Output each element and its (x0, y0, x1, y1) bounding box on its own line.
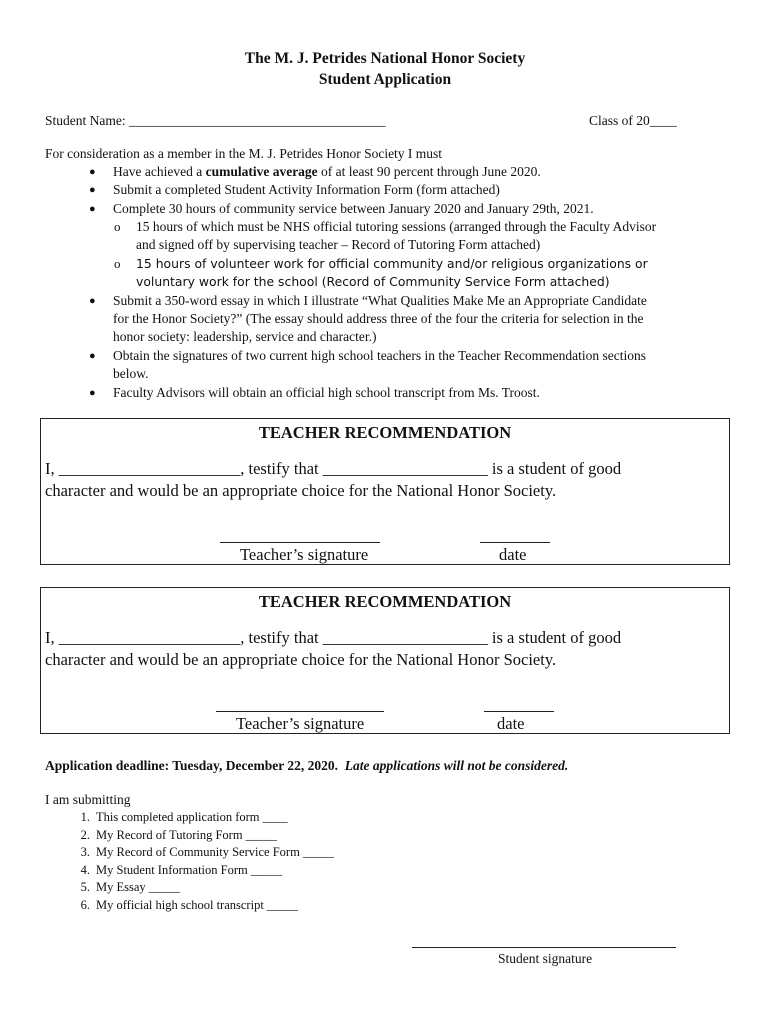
bullet-icon: ● (89, 203, 96, 215)
bullet-icon: ● (89, 350, 96, 362)
requirement-essay-l2: for the Honor Society?” (The essay should address three of the four the criteria for selection in the (113, 311, 644, 326)
character-line: character and would be an appropriate choice for the National Honor Society. (45, 481, 557, 500)
submitting-list (68, 809, 334, 915)
sub-requirement-volunteer-l1: 15 hours of volunteer work for official community and/or religious organizations or (136, 256, 648, 271)
date-line[interactable] (480, 542, 550, 543)
character-line: character and would be an appropriate choice for the National Honor Society. (45, 650, 557, 669)
teacher-recommendation-box-2 (40, 587, 730, 734)
requirement-transcript: Faculty Advisors will obtain an official high school transcript from Ms. Troost. (113, 385, 540, 400)
list-item[interactable]: 1. This completed application form ____ (80, 810, 288, 824)
application-deadline: Application deadline: Tuesday, December 22, 2020. Late applications will not be considered. (45, 758, 569, 773)
requirement-essay-l1: Submit a 350-word essay in which I illustrate “What Qualities Make Me an Appropriate Candidate (113, 293, 647, 308)
testify-line[interactable]: I, ______________________, testify that ____________________ is a student of good (45, 459, 622, 478)
bullet-icon: ● (89, 184, 96, 196)
date-label: date (499, 545, 527, 564)
requirement-essay-l3: honor society: leadership, service and character.) (113, 329, 377, 344)
list-item[interactable]: 6. My official high school transcript _____ (80, 897, 299, 912)
requirement-signatures-l1: Obtain the signatures of two current high school teachers in the Teacher Recommendation sections (113, 348, 647, 363)
list-item[interactable]: 3. My Record of Community Service Form _____ (80, 845, 335, 860)
teacher-signature-label: Teacher’s signature (236, 714, 365, 733)
submitting-intro: I am submitting (45, 792, 131, 807)
teacher-signature-line[interactable] (216, 711, 384, 712)
bullet-icon: ● (89, 295, 96, 307)
teacher-recommendation-box-1 (40, 418, 730, 565)
list-item[interactable]: 4. My Student Information Form _____ (80, 862, 283, 877)
student-name-field[interactable]: Student Name: ______________________________________ (45, 113, 386, 128)
teacher-signature-label: Teacher’s signature (240, 545, 369, 564)
testify-line[interactable]: I, ______________________, testify that ____________________ is a student of good (45, 628, 622, 647)
date-line[interactable] (484, 711, 554, 712)
teacher-signature-line[interactable] (220, 542, 380, 543)
page-subtitle: Student Application (318, 71, 452, 88)
page-title: The M. J. Petrides National Honor Society (244, 50, 526, 67)
requirement-signatures-l2: below. (113, 366, 149, 381)
class-of-field[interactable]: Class of 20____ (589, 113, 677, 128)
sub-requirement-volunteer-l2: voluntary work for the school (Record of Community Service Form attached) (136, 274, 610, 289)
date-label: date (497, 714, 525, 733)
student-signature-label: Student signature (498, 951, 593, 966)
sub-requirement-tutoring-l2: and signed off by supervising teacher – Record of Tutoring Form attached) (136, 237, 541, 252)
bullet-icon: ● (89, 166, 96, 178)
requirement-community-service: Complete 30 hours of community service between January 2020 and January 29th, 2021. (113, 201, 594, 216)
list-item[interactable]: 5. My Essay _____ (80, 880, 181, 895)
circle-bullet-icon: o (114, 219, 121, 234)
recommendation-title: TEACHER RECOMMENDATION (258, 423, 512, 442)
bullet-icon: ● (89, 387, 96, 399)
list-item[interactable]: 2. My Record of Tutoring Form _____ (80, 827, 277, 842)
recommendation-title: TEACHER RECOMMENDATION (258, 592, 512, 611)
requirement-activity-form: Submit a completed Student Activity Information Form (form attached) (113, 182, 500, 197)
requirement-average: Have achieved a cumulative average of at least 90 percent through June 2020. (113, 164, 541, 179)
circle-bullet-icon: o (114, 256, 121, 271)
student-signature-line[interactable] (412, 947, 676, 948)
sub-requirement-tutoring-l1: 15 hours of which must be NHS official tutoring sessions (arranged through the Faculty Advisor (136, 219, 657, 234)
intro-text: For consideration as a member in the M. J. Petrides Honor Society I must (45, 146, 443, 161)
